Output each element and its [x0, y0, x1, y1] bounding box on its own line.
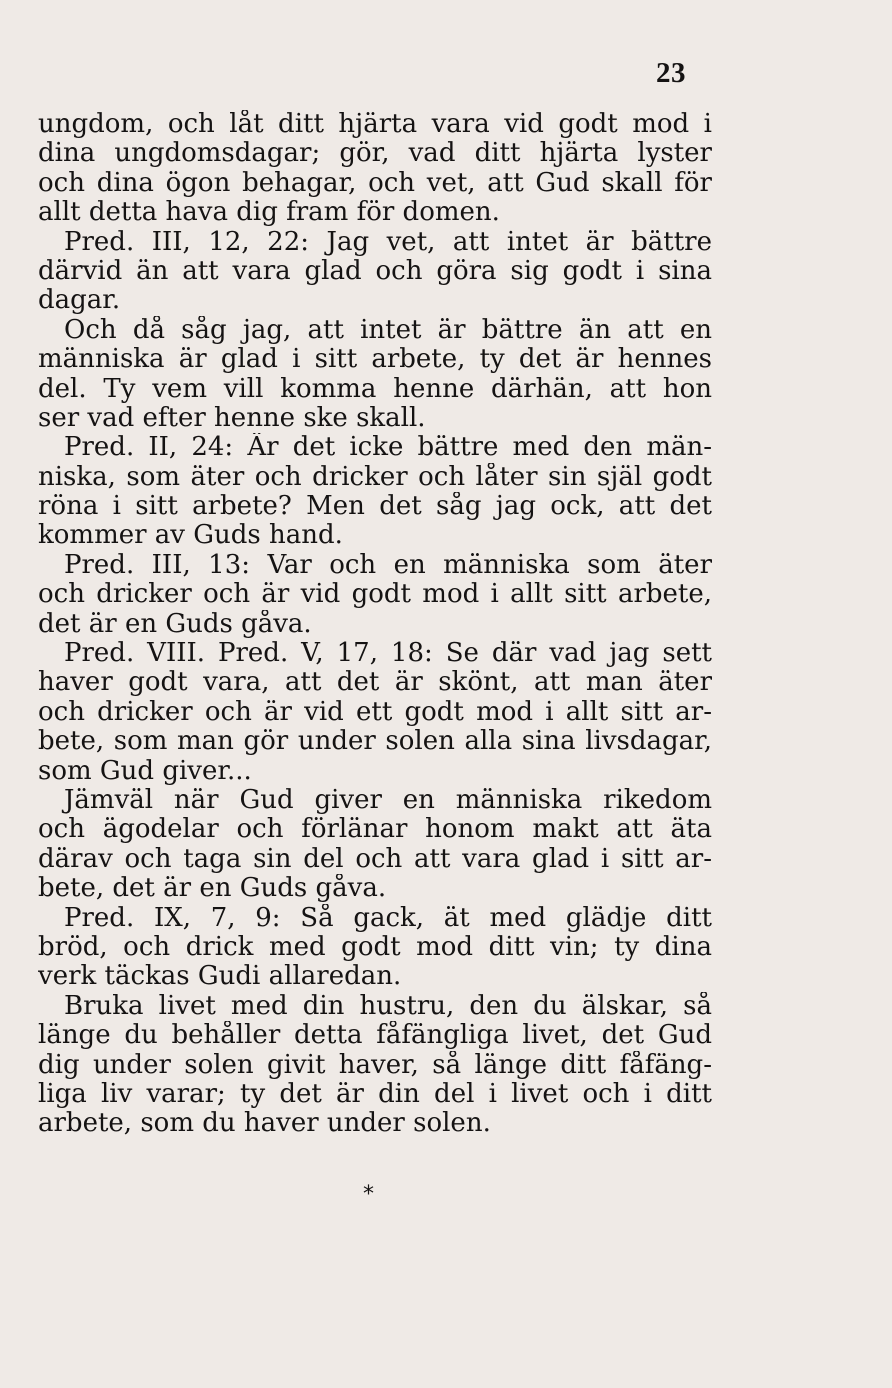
text-line: Pred. II, 24: Är det icke bättre med den män- [64, 433, 712, 463]
text-line: dig under solen givit haver, så länge ditt fåfäng- [38, 1050, 712, 1080]
text-line: bete, som man gör under solen alla sina livsdagar, [38, 727, 712, 757]
text-line: verk täckas Gudi allaredan. [38, 962, 402, 992]
paragraph [38, 786, 712, 904]
paragraph [38, 551, 712, 639]
text-line: Pred. IX, 7, 9: Så gack, ät med glädje ditt [64, 903, 712, 933]
text-line: allt detta hava dig fram för domen. [38, 198, 500, 228]
text-line: kommer av Guds hand. [38, 521, 343, 551]
text-line: Pred. VIII. Pred. V, 17, 18: Se där vad jag sett [64, 639, 712, 669]
text-line: bete, det är en Guds gåva. [38, 874, 387, 904]
text-line: och dina ögon behagar, och vet, att Gud skall för [38, 168, 712, 198]
text-line: länge du behåller detta fåfängliga livet, det Gud [38, 1021, 712, 1051]
paragraph [38, 992, 712, 1139]
text-line: röna i sitt arbete? Men det såg jag ock, att det [38, 492, 712, 522]
text-line: Och då såg jag, att intet är bättre än att en [64, 315, 712, 345]
paragraph [38, 904, 712, 992]
text-line: Pred. III, 12, 22: Jag vet, att intet är bättre [64, 227, 712, 257]
text-line: därvid än att vara glad och göra sig godt i sina [38, 256, 712, 286]
text-line: liga liv varar; ty det är din del i livet och i ditt [38, 1079, 712, 1109]
text-line: haver godt vara, att det är skönt, att man äter [38, 668, 712, 698]
paragraph [38, 228, 712, 316]
text-line: och ägodelar och förlänar honom makt att äta [38, 815, 712, 845]
text-line: dina ungdomsdagar; gör, vad ditt hjärta lyster [38, 139, 712, 169]
text-line: dagar. [38, 286, 121, 316]
paragraph [38, 316, 712, 434]
text-line: Jämväl när Gud giver en människa rikedom [64, 785, 712, 815]
text-line: och dricker och är vid godt mod i allt sitt arbete, [38, 580, 712, 610]
text-line: bröd, och drick med godt mod ditt vin; ty dina [38, 932, 712, 962]
body-text [38, 110, 712, 1139]
text-line: och dricker och är vid ett godt mod i allt sitt ar- [38, 697, 712, 727]
section-ornament: * [363, 1182, 374, 1207]
text-line: som Gud giver... [38, 756, 252, 786]
paragraph [38, 639, 712, 786]
paragraph [38, 110, 712, 228]
paragraph [38, 433, 712, 551]
text-line: därav och taga sin del och att vara glad i sitt ar- [38, 844, 712, 874]
text-line: människa är glad i sitt arbete, ty det är hennes [38, 345, 712, 375]
text-line: Pred. III, 13: Var och en människa som äter [64, 550, 712, 580]
text-line: Bruka livet med din hustru, den du älskar, så [64, 991, 712, 1021]
text-line: det är en Guds gåva. [38, 609, 312, 639]
text-line: del. Ty vem vill komma henne därhän, att hon [38, 374, 712, 404]
page-number: 23 [656, 57, 686, 89]
text-line: niska, som äter och dricker och låter sin själ godt [38, 462, 712, 492]
text-line: ser vad efter henne ske skall. [38, 403, 426, 433]
text-line: arbete, som du haver under solen. [38, 1109, 491, 1139]
text-line: ungdom, och låt ditt hjärta vara vid godt mod i [38, 110, 712, 139]
